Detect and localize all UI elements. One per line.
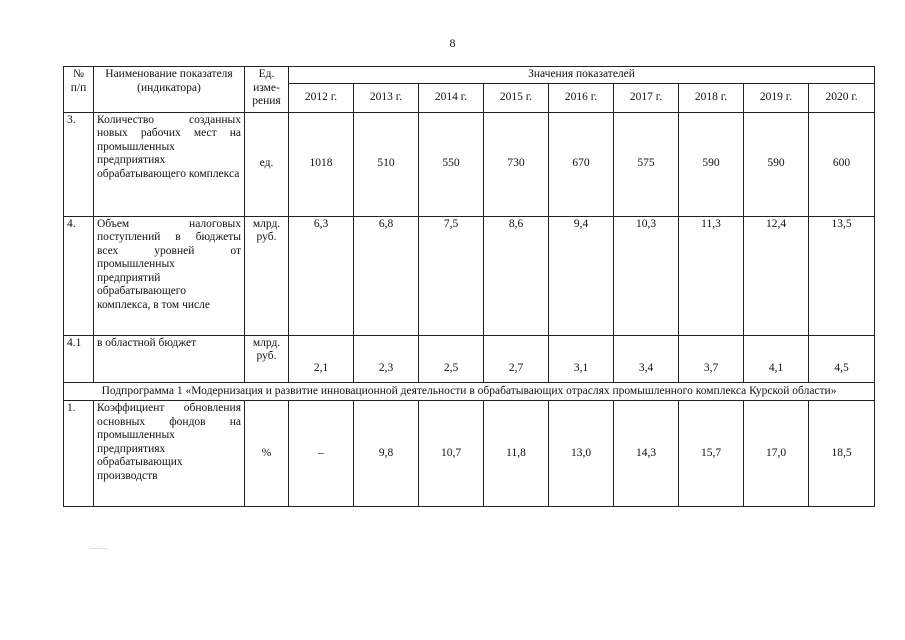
subprogram-title: Подпрограмма 1 «Модернизация и развитие инновационной деятельности в обрабатывающих отраслях промышленного комплекса Курской области»: [64, 382, 875, 401]
row-value: 590: [744, 112, 809, 216]
row-value: 13,0: [549, 401, 614, 507]
header-values-title: Значения показателей: [289, 67, 875, 84]
row-unit: ед.: [245, 112, 289, 216]
page-number: 8: [449, 36, 456, 50]
row-name: Коэффициент обновления основных фондов на промышленных предприятиях обрабатывающих производств: [94, 401, 245, 507]
row-value: 2,5: [419, 335, 484, 382]
row-value: 10,7: [419, 401, 484, 507]
row-value: 4,1: [744, 335, 809, 382]
indicators-table: [63, 66, 875, 507]
row-num: 4.1: [64, 335, 94, 382]
header-year: 2020 г.: [809, 83, 875, 112]
row-value: 3,7: [679, 335, 744, 382]
row-value: 9,4: [549, 216, 614, 335]
row-value: 15,7: [679, 401, 744, 507]
row-value: 11,3: [679, 216, 744, 335]
row-value: 670: [549, 112, 614, 216]
row-num: 4.: [64, 216, 94, 335]
row-value: 2,7: [484, 335, 549, 382]
table-row: [64, 401, 875, 507]
row-value: 600: [809, 112, 875, 216]
row-unit: млрд. руб.: [245, 216, 289, 335]
header-name: Наименование показателя (индикатора): [94, 67, 245, 113]
table-row: [64, 112, 875, 216]
row-value: 550: [419, 112, 484, 216]
table-row: [64, 335, 875, 382]
scan-mark: [90, 548, 108, 549]
row-name: Объем налоговых поступлений в бюджеты всех уровней от промышленных предприятий обрабатывающего комплекса, в том числе: [94, 216, 245, 335]
header-unit: Ед. изме-рения: [245, 67, 289, 113]
row-value: 510: [354, 112, 419, 216]
row-value: 590: [679, 112, 744, 216]
row-value: 12,4: [744, 216, 809, 335]
table-row: [64, 216, 875, 335]
header-year: 2017 г.: [614, 83, 679, 112]
header-year: 2013 г.: [354, 83, 419, 112]
row-name: в областной бюджет: [94, 335, 245, 382]
row-value: 6,8: [354, 216, 419, 335]
row-value: 10,3: [614, 216, 679, 335]
header-year: 2016 г.: [549, 83, 614, 112]
row-unit: %: [245, 401, 289, 507]
row-num: 1.: [64, 401, 94, 507]
row-value: 4,5: [809, 335, 875, 382]
subprogram-row: [64, 382, 875, 401]
row-value: 6,3: [289, 216, 354, 335]
row-value: 730: [484, 112, 549, 216]
row-num: 3.: [64, 112, 94, 216]
header-year: 2019 г.: [744, 83, 809, 112]
row-value: 3,4: [614, 335, 679, 382]
row-value: 14,3: [614, 401, 679, 507]
header-year: 2015 г.: [484, 83, 549, 112]
row-value: 575: [614, 112, 679, 216]
header-row: [64, 67, 875, 84]
row-value: 18,5: [809, 401, 875, 507]
row-name: Количество созданных новых рабочих мест на промышленных предприятиях обрабатывающего комплекса: [94, 112, 245, 216]
row-value: 2,3: [354, 335, 419, 382]
row-value: 9,8: [354, 401, 419, 507]
row-value: 8,6: [484, 216, 549, 335]
header-year: 2012 г.: [289, 83, 354, 112]
row-value: 3,1: [549, 335, 614, 382]
row-value: 2,1: [289, 335, 354, 382]
row-value: 7,5: [419, 216, 484, 335]
row-value: 11,8: [484, 401, 549, 507]
row-value: 13,5: [809, 216, 875, 335]
header-num: № п/п: [64, 67, 94, 113]
header-year: 2018 г.: [679, 83, 744, 112]
row-value: –: [289, 401, 354, 507]
row-value: 17,0: [744, 401, 809, 507]
header-year: 2014 г.: [419, 83, 484, 112]
row-value: 1018: [289, 112, 354, 216]
row-unit: млрд. руб.: [245, 335, 289, 382]
